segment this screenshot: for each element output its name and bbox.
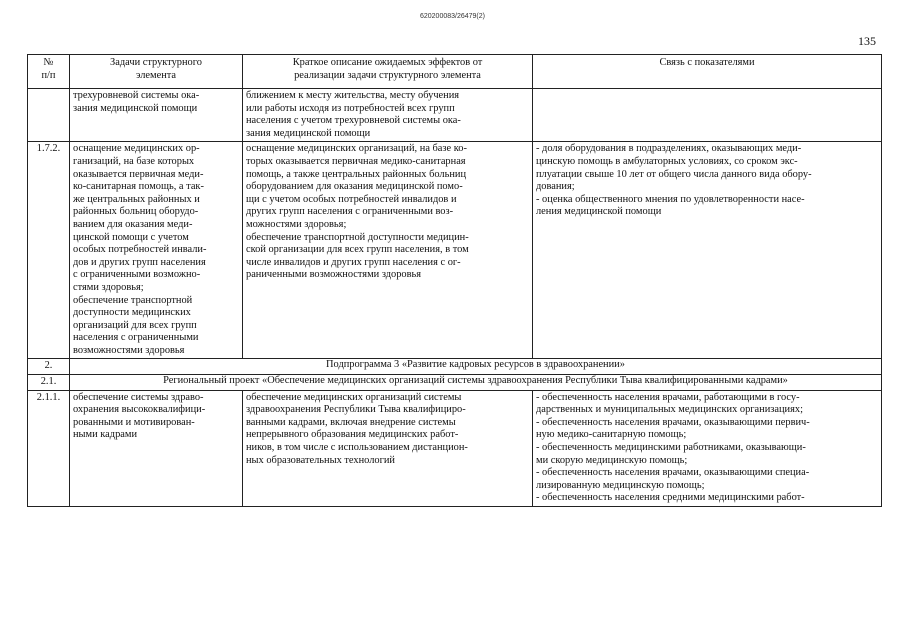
text-line: дования; <box>536 181 575 193</box>
text-line: охранения высококвалифици- <box>73 404 206 416</box>
text-line: обеспечение транспортной доступности медицин- <box>246 231 469 243</box>
text-line: числе инвалидов и других групп населения с ог- <box>246 256 461 268</box>
text-line: ными кадрами <box>73 429 138 441</box>
subprogram-title: Подпрограмма 3 «Развитие кадровых ресурсов в здравоохранении» <box>70 359 882 375</box>
header-number <box>28 55 70 89</box>
header-links <box>533 55 882 89</box>
row-number: 1.7.2. <box>28 142 70 359</box>
text-line: - обеспеченность населения врачами, оказывающими первич- <box>536 416 810 428</box>
text-line: ванием для оказания меди- <box>73 218 193 230</box>
text-line: зания медицинской помощи <box>73 102 198 114</box>
text-line: Задачи структурного <box>110 57 202 68</box>
text-line: обеспечение транспортной <box>73 294 193 306</box>
text-line: - обеспеченность населения врачами, оказывающими специа- <box>536 467 810 479</box>
text-line: № <box>43 57 54 68</box>
text-line: дов и других групп населения <box>73 256 206 268</box>
text-line: - доля оборудования в подразделениях, оказывающих меди- <box>536 143 802 155</box>
text-line: населения с учетом трехуровневой системы ока- <box>246 115 461 127</box>
row-number: 2.1.1. <box>28 390 70 506</box>
text-line: элемента <box>135 69 177 81</box>
text-line: особых потребностей инвали- <box>73 244 207 256</box>
effects-cell <box>243 390 533 506</box>
row-number: 2. <box>28 359 70 375</box>
text-line: - обеспеченность населения средними медицинскими работ- <box>536 492 805 504</box>
text-line: ления медицинской помощи <box>536 206 662 218</box>
task-cell <box>70 89 243 142</box>
text-line: щи с учетом особых потребностей инвалидов и <box>246 193 457 205</box>
text-line: оснащение медицинских ор- <box>73 143 200 155</box>
text-line: здравоохранения Республики Тыва квалифициро- <box>246 404 466 416</box>
text-line: районных больниц оборудо- <box>73 206 199 218</box>
text-line: п/п <box>41 69 56 81</box>
regional-project-row <box>28 375 882 391</box>
text-line: ганизаций, на базе которых <box>73 155 195 167</box>
text-line: ную медико-санитарную помощь; <box>536 429 687 441</box>
effects-cell <box>243 142 533 359</box>
text-line: населения с ограниченными <box>73 332 199 344</box>
text-line: оказывается первичная меди- <box>73 168 204 180</box>
text-line: - обеспеченность населения врачами, работающими в госу- <box>536 391 800 403</box>
regional-project-title: Региональный проект «Обеспечение медицинских организаций системы здравоохранения Республики Тыва квалифицированными кадрами» <box>70 375 882 391</box>
table-row <box>28 89 882 142</box>
text-line: оснащение медицинских организаций, на базе ко- <box>246 143 467 155</box>
text-line: стями здоровья; <box>73 281 144 293</box>
text-line: торых оказывается первичная медико-санитарная <box>246 155 466 167</box>
text-line: или работы исходя из потребностей всех групп <box>246 102 455 114</box>
text-line: реализации задачи структурного элемента <box>294 69 481 81</box>
links-cell <box>533 89 882 142</box>
text-line: ных образовательных технологий <box>246 454 395 466</box>
text-line: можностями здоровья; <box>246 218 347 230</box>
text-line: плуатации свыше 10 лет от общего числа данного вида обору- <box>536 168 812 180</box>
text-line: ников, в том числе с использованием дистанцион- <box>246 442 468 454</box>
text-line: цинскую помощь в амбулаторных условиях, со сроком экс- <box>536 155 798 167</box>
text-line: рованными и мотивирован- <box>73 416 195 428</box>
text-line: с ограниченными возможно- <box>73 269 201 281</box>
text-line: ми скорую медицинскую помощь; <box>536 454 688 466</box>
text-line: других групп населения с ограниченными воз- <box>246 206 454 218</box>
header-effects <box>243 55 533 89</box>
text-line: ской организации для всех групп населения, в том <box>246 244 469 256</box>
table-header-row <box>28 55 882 89</box>
task-cell <box>70 142 243 359</box>
text-line: непрерывного образования медицинских работ- <box>246 429 459 441</box>
page-number: 135 <box>858 34 876 48</box>
program-table <box>27 54 882 507</box>
text-line: ванными кадрами, включая внедрение системы <box>246 416 456 428</box>
text-line: доступности медицинских <box>73 307 191 319</box>
subprogram-row <box>28 359 882 375</box>
effects-cell <box>243 89 533 142</box>
text-line: помощь, а также центральных районных больниц <box>246 168 467 180</box>
text-line: лизированную медицинскую помощь; <box>536 479 705 491</box>
text-line: трехуровневой системы ока- <box>73 90 200 101</box>
text-line: цинской помощи с учетом <box>73 231 189 243</box>
header-tasks <box>70 55 243 89</box>
text-line: дарственных и муниципальных медицинских организациях; <box>536 404 803 416</box>
links-cell <box>533 390 882 506</box>
text-line: Краткое описание ожидаемых эффектов от <box>292 57 483 68</box>
text-line: обеспечение медицинских организаций системы <box>246 391 462 403</box>
text-line: обеспечение системы здраво- <box>73 391 204 403</box>
table-row <box>28 390 882 506</box>
text-line: - обеспеченность медицинскими работниками, оказывающи- <box>536 442 806 454</box>
text-line: раниченными возможностями здоровья <box>246 269 422 281</box>
text-line: возможностями здоровья <box>73 344 185 356</box>
text-line: оборудованием для оказания медицинской помо- <box>246 181 463 193</box>
row-number: 2.1. <box>28 375 70 391</box>
table-row <box>28 142 882 359</box>
row-number <box>28 89 70 142</box>
text-line: же центральных районных и <box>73 193 200 205</box>
text-line: зания медицинской помощи <box>246 127 371 139</box>
text-line: ко-санитарная помощь, а так- <box>73 181 204 193</box>
document-code: 620200083/26479(2) <box>419 13 485 20</box>
text-line: ближением к месту жительства, месту обучения <box>246 90 460 101</box>
text-line: организаций для всех групп <box>73 319 197 331</box>
task-cell <box>70 390 243 506</box>
text-line: - оценка общественного мнения по удовлетворенности насе- <box>536 193 805 205</box>
links-cell <box>533 142 882 359</box>
text-line: Связь с показателями <box>659 57 755 68</box>
